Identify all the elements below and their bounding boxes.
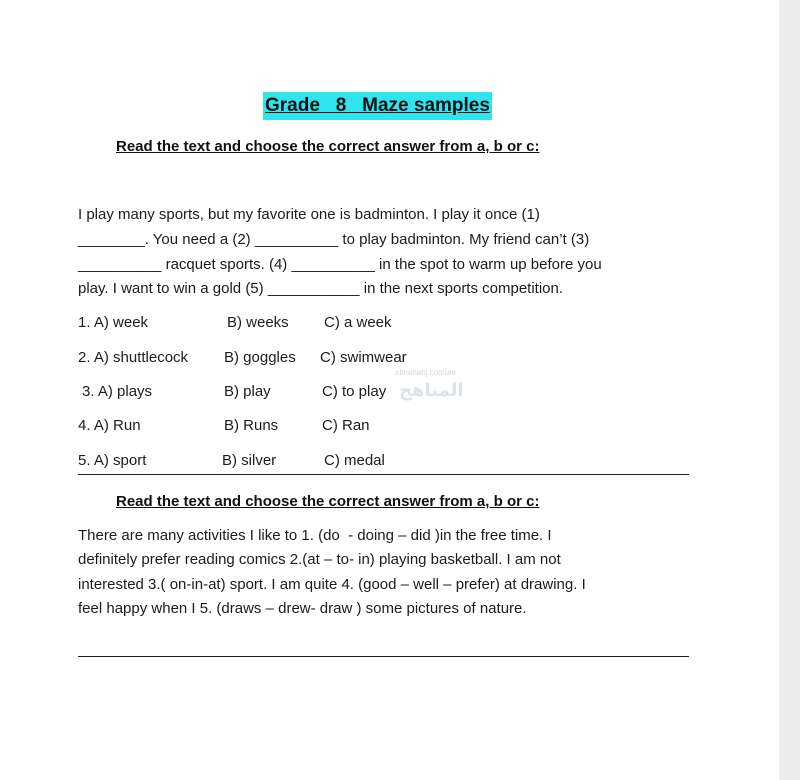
section2-passage-line: There are many activities I like to 1. (do - doing – did )in the free time. I: [78, 527, 552, 544]
question-4-option-c: C) Ran: [322, 417, 370, 434]
section2-passage-line: feel happy when I 5. (draws – drew- draw ) some pictures of nature.: [78, 600, 527, 617]
question-3-option-c: C) to play: [322, 383, 387, 400]
question-1-option-a: 1. A) week: [78, 314, 149, 331]
section2-passage-line: interested 3.( on-in-at) sport. I am quite 4. (good – well – prefer) at drawing. I: [78, 576, 586, 593]
question-4-option-a: 4. A) Run: [78, 417, 141, 434]
section2-instruction: Read the text and choose the correct answer from a, b or c:: [116, 493, 540, 510]
watermark-logo: المناهج: [399, 380, 464, 400]
question-1-option-b: B) weeks: [227, 314, 289, 331]
viewer-side-strip: [779, 0, 800, 780]
page-title: Grade 8 Maze samples: [263, 92, 492, 120]
question-4-option-b: B) Runs: [224, 417, 279, 434]
section1-passage-line: __________ racquet sports. (4) __________ in the spot to warm up before you: [78, 256, 602, 273]
section2-passage-line: definitely prefer reading comics 2.(at – to- in) playing basketball. I am not: [78, 551, 561, 568]
section1-passage-line: ________. You need a (2) __________ to play badminton. My friend can’t (3): [78, 231, 590, 248]
section1-instruction: Read the text and choose the correct answer from a, b or c:: [116, 138, 540, 155]
section1-passage-line: play. I want to win a gold (5) ___________ in the next sports competition.: [78, 280, 564, 297]
bottom-rule: [78, 656, 689, 657]
question-2-option-a: 2. A) shuttlecock: [78, 349, 189, 366]
watermark: [395, 368, 465, 420]
watermark-url: almanahj.com/ae: [395, 368, 456, 377]
question-5-option-c: C) medal: [324, 452, 385, 469]
question-3-option-b: B) play: [224, 383, 271, 400]
question-3-option-a: 3. A) plays: [82, 383, 153, 400]
question-2-option-c: C) swimwear: [320, 349, 407, 366]
section1-passage-line: I play many sports, but my favorite one is badminton. I play it once (1): [78, 206, 540, 223]
question-5-option-b: B) silver: [222, 452, 277, 469]
section-divider: [78, 474, 689, 475]
question-2-option-b: B) goggles: [224, 349, 296, 366]
question-1-option-c: C) a week: [324, 314, 392, 331]
question-5-option-a: 5. A) sport: [78, 452, 147, 469]
